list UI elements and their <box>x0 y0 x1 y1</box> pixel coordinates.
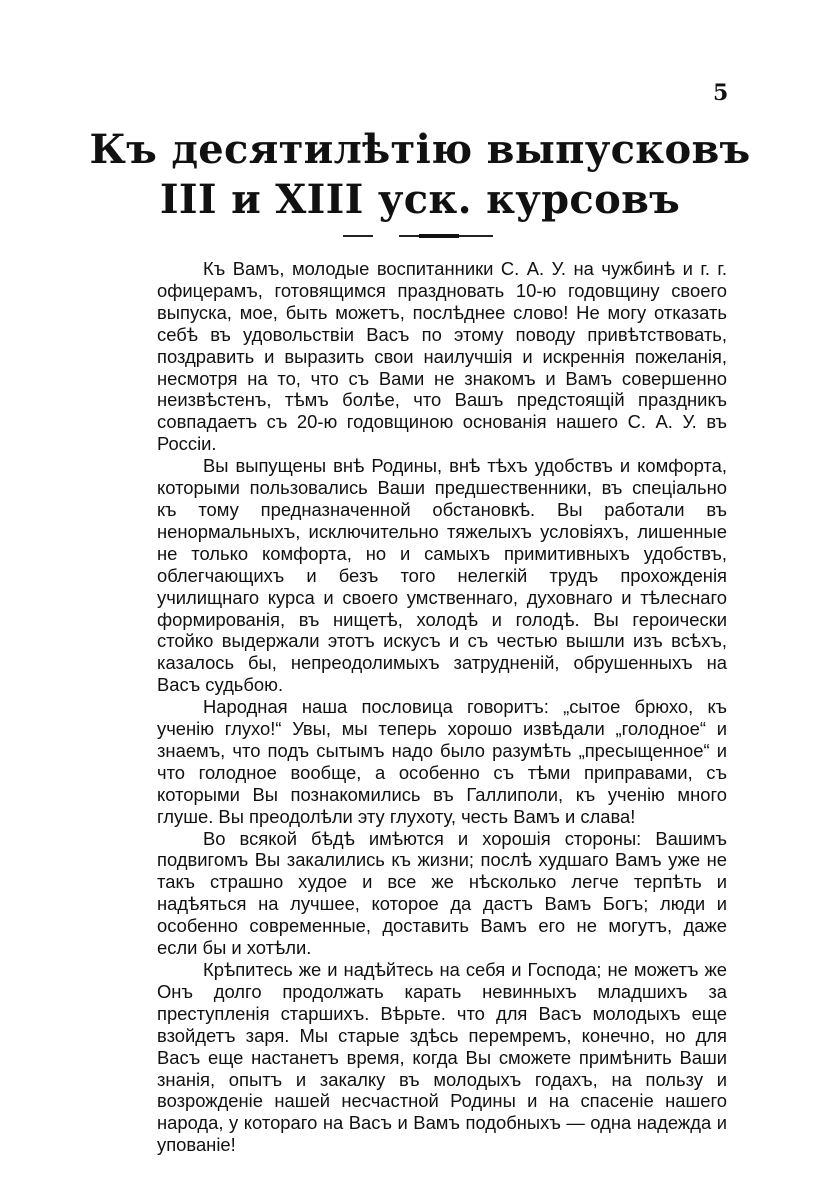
paragraph: Къ Вамъ, молодые воспитанники С. А. У. на чужбинѣ и г. г. офицерамъ, готовящимся праздновать 10-ю годовщину своего выпуска, мое, быть можетъ, послѣднее слово! Не могу отказать себѣ въ удовольствiи Васъ по этому поводу привѣтствовать, поздравить и выразить свои наилучшiя и искреннiя пожеланiя, несмотря на то, что съ Вами не знакомъ и Вамъ совершенно неизвѣстенъ, тѣмъ болѣе, что Вашъ предстоящiй праздникъ совпадаетъ съ 20-ю годовщиною основанiя нашего С. А. У. въ Россiи. <box>157 258 727 455</box>
title-line-2: III и XIII уск. курсовъ <box>159 176 681 223</box>
paragraph: Вы выпущены внѣ Родины, внѣ тѣхъ удобствъ и комфорта, которыми пользовались Ваши предшественники, въ спецiально къ тому предназначенной обстановкѣ. Вы работали въ ненормальныхъ, исключительно тяжелыхъ условiяхъ, лишенные не только комфорта, но и самыхъ примитивныхъ удобствъ, облегчающихъ и безъ того нелегкiй трудъ прохожденiя училищнаго курса и своего умственнаго, духовнаго и тѣлеснаго формированiя, въ нищетѣ, холодѣ и голодѣ. Вы героически стойко выдержали этотъ искусъ и съ честью вышли изъ всѣхъ, казалось бы, непреодолимыхъ затрудненiй, обрушенныхъ на Васъ судьбою. <box>157 455 727 696</box>
page-number: 5 <box>713 80 729 106</box>
title-divider <box>343 234 493 238</box>
paragraph: Во всякой бѣдѣ имѣются и хорошiя стороны: Вашимъ подвигомъ Вы закалились къ жизни; послѣ худшаго Вамъ уже не такъ страшно худое и все же нѣсколько легче терпѣть и надѣяться на лучшее, которое да дастъ Вамъ Богъ; люди и особенно современные, доставить Вамъ его не могутъ, даже если бы и хотѣли. <box>157 827 727 959</box>
body-text <box>157 258 727 1156</box>
paragraph: Крѣпитесь же и надѣйтесь на себя и Господа; не можетъ же Онъ долго продолжать карать невинныхъ младшихъ за преступленiя старшихъ. Вѣрьте. что для Васъ молодыхъ еще взойдетъ заря. Мы старые здѣсь перемремъ, конечно, но для Васъ еще настанетъ время, когда Вы сможете примѣнить Ваши знанiя, опытъ и закалку въ молодыхъ годахъ, на пользу и возрожденiе нашей несчастной Родины и на спасенiе нашего народа, у котораго на Васъ и Вамъ подобныхъ — одна надежда и упованiе! <box>157 959 727 1156</box>
title-line-1: Къ десятилѣтiю выпусковъ <box>89 126 751 173</box>
paragraph: Народная наша пословица говоритъ: „сытое брюхо, къ ученiю глухо!“ Увы, мы теперь хорошо извѣдали „голодное“ и знаемъ, что подъ сытымъ надо было разумѣть „пресыщенное“ и что голодное вообще, а особенно съ тѣми приправами, съ которыми Вы познакомились въ Галлиполи, къ ученiю много глуше. Вы преодолѣли эту глухоту, честь Вамъ и слава! <box>157 696 727 827</box>
page-title <box>0 125 840 225</box>
